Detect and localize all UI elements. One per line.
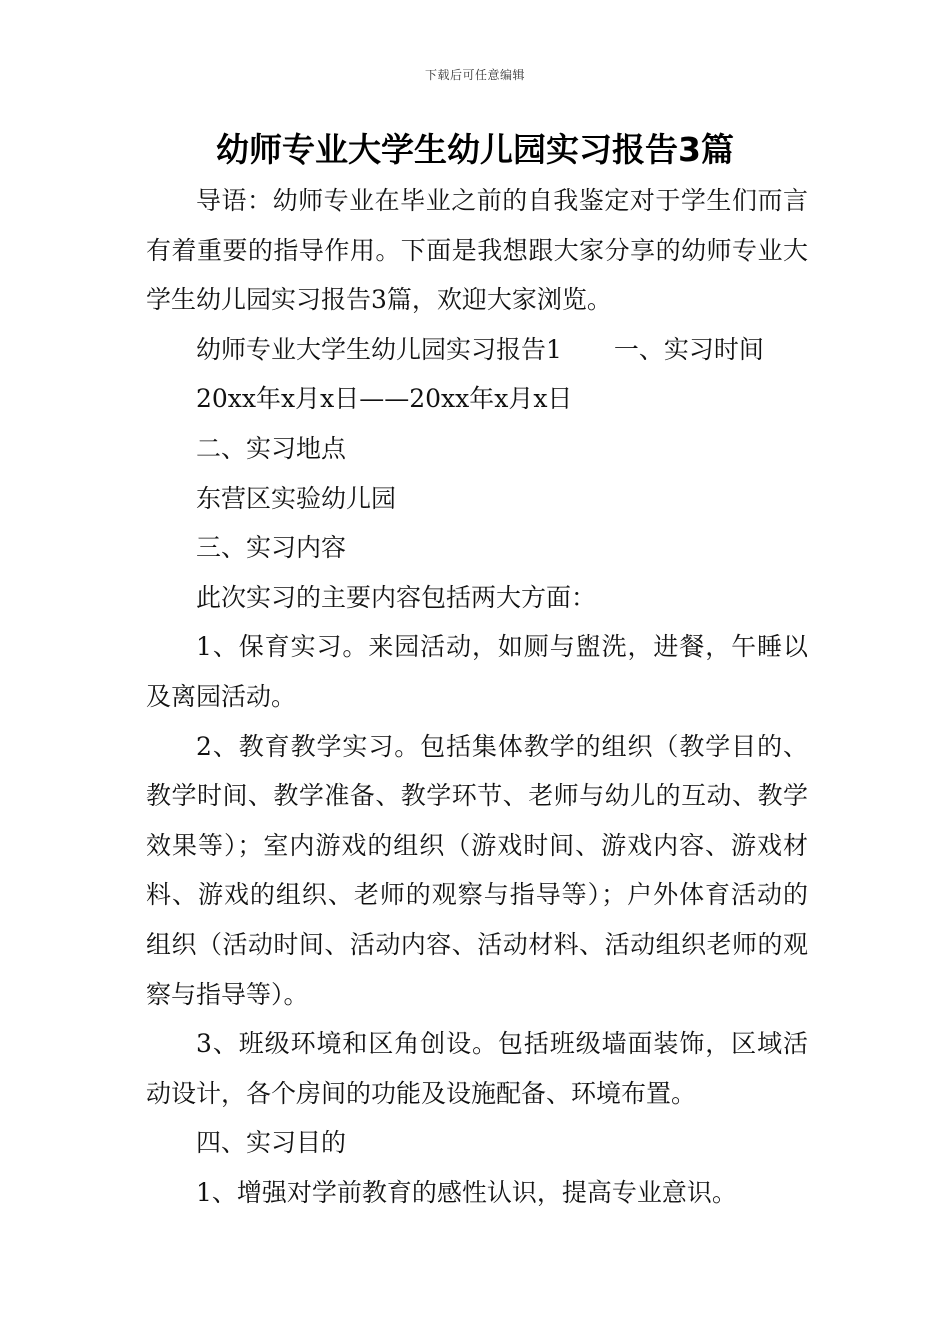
document-body [146, 176, 808, 1217]
section-heading-content: 三、实习内容 [196, 533, 347, 563]
intro-paragraph: 导语：幼师专业在毕业之前的自我鉴定对于学生们而言有着重要的指导作用。下面是我想跟大家分享的幼师专业大学生幼儿园实习报告3篇，欢迎大家浏览。 [146, 186, 808, 315]
internship-location: 东营区实验幼儿园 [196, 483, 397, 513]
report-subtitle-line [146, 325, 808, 375]
content-item-2: 2、教育教学实习。包括集体教学的组织（教学目的、教学时间、教学准备、教学环节、老师与幼儿的互动、教学效果等）；室内游戏的组织（游戏时间、游戏内容、游戏材料、游戏的组织、老师的观察与指导等）；户外体育活动的组织（活动时间、活动内容、活动材料、活动组织老师的观察与指导等）。 [146, 731, 808, 1009]
report-subtitle: 幼师专业大学生幼儿园实习报告1 [196, 334, 562, 364]
purpose-item-1: 1、增强对学前教育的感性认识，提高专业意识。 [196, 1177, 737, 1207]
section-heading-purpose: 四、实习目的 [196, 1128, 347, 1158]
section-heading-location: 二、实习地点 [196, 433, 347, 463]
section-heading-time: 一、实习时间 [613, 334, 764, 364]
content-intro: 此次实习的主要内容包括两大方面： [196, 582, 597, 612]
internship-dates: 20xx年x月x日——20xx年x月x日 [196, 384, 573, 414]
content-item-1: 1、保育实习。来园活动，如厕与盥洗，进餐，午睡以及离园活动。 [146, 632, 808, 711]
page-header-note: 下载后可任意编辑 [424, 68, 525, 82]
content-item-3: 3、班级环境和区角创设。包括班级墙面装饰，区域活动设计，各个房间的功能及设施配备、环境布置。 [146, 1029, 808, 1108]
document-title: 幼师专业大学生幼儿园实习报告3篇 [216, 130, 734, 169]
